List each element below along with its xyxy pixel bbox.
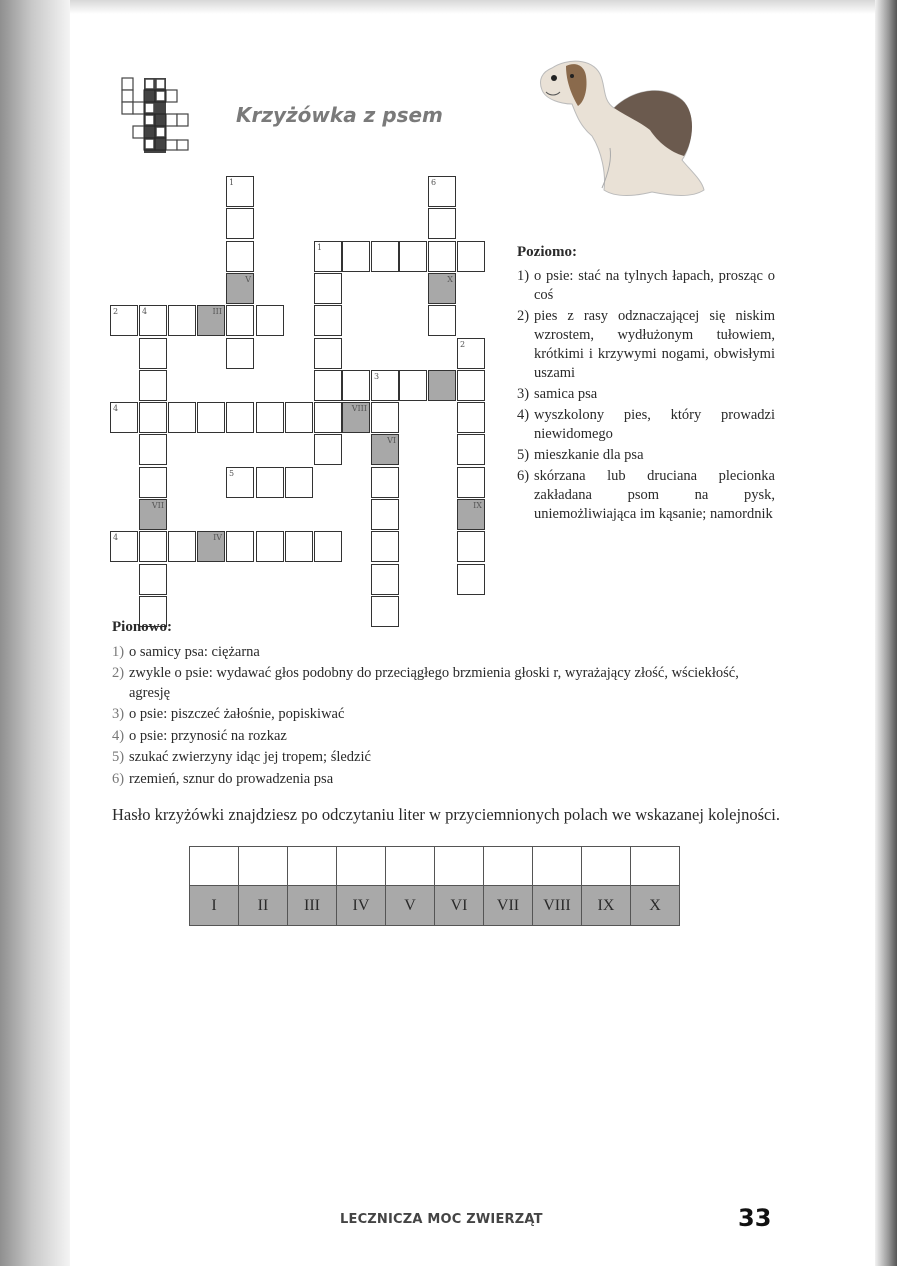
clue-text: o psie: przynosić na rozkaz (129, 727, 287, 744)
horizontal-clue-2 (517, 307, 775, 383)
crossword-cell-shaded[interactable] (428, 370, 456, 401)
page-edge-shadow (875, 0, 897, 1266)
crossword-cell-shaded[interactable] (342, 402, 370, 433)
cell-roman-label: V (245, 274, 251, 284)
crossword-cell[interactable] (399, 370, 427, 401)
cell-roman-label: IV (213, 533, 222, 543)
page-binding-shadow (0, 0, 70, 1266)
clue-text: o samicy psa: ciężarna (129, 643, 260, 660)
answer-letter-cell[interactable] (337, 847, 386, 886)
clue-text: samica psa (534, 386, 598, 402)
answer-letter-cell[interactable] (435, 847, 484, 886)
crossword-cell[interactable] (285, 467, 313, 498)
crossword-cell[interactable] (457, 434, 485, 465)
clue-number: 1) (112, 643, 125, 660)
clue-text: o psie: stać na tylnych łapach, prosząc o coś (534, 268, 775, 303)
answer-roman-label: I (190, 886, 239, 926)
page-title: Krzyżówka z psem (236, 103, 443, 127)
answer-roman-label: II (239, 886, 288, 926)
answer-label-row (190, 886, 680, 926)
crossword-cell[interactable] (314, 241, 342, 272)
cell-number: 5 (229, 468, 235, 478)
crossword-cell-shaded[interactable] (457, 499, 485, 530)
crossword-cell[interactable] (457, 338, 485, 369)
horizontal-clue-4 (517, 406, 775, 444)
crossword-cell[interactable] (428, 176, 456, 207)
clue-text: rzemień, sznur do prowadzenia psa (129, 770, 334, 787)
crossword-cell[interactable] (139, 467, 167, 498)
crossword-cell[interactable] (314, 434, 342, 465)
vertical-clue-4 (112, 727, 782, 747)
crossword-cell[interactable] (428, 305, 456, 336)
horizontal-clue-3 (517, 385, 775, 404)
crossword-cell[interactable] (457, 370, 485, 401)
clue-number: 5) (517, 447, 530, 463)
crossword-cell-shaded[interactable] (428, 273, 456, 304)
vertical-clues (112, 618, 782, 791)
cell-number: 4 (113, 533, 119, 543)
answer-letter-cell[interactable] (533, 847, 582, 886)
crossword-cell[interactable] (342, 370, 370, 401)
answer-roman-label: V (386, 886, 435, 926)
crossword-cell[interactable] (226, 305, 254, 336)
answer-letter-cell[interactable] (582, 847, 631, 886)
clue-number: 3) (517, 386, 530, 402)
crossword-cell[interactable] (168, 402, 196, 433)
crossword-cell[interactable] (139, 564, 167, 595)
cell-number: 6 (431, 178, 437, 187)
crossword-cell[interactable] (457, 564, 485, 595)
crossword-cell[interactable] (428, 241, 456, 272)
crossword-cell[interactable] (139, 305, 167, 336)
clue-text: zwykle o psie: wydawać głos podobny do przeciągłego brzmienia głoski r, wyrażający złość, wściekłość, agresję (129, 665, 739, 701)
crossword-cell-shaded[interactable] (371, 434, 399, 465)
cell-number: 1 (317, 242, 323, 252)
crossword-cell[interactable] (457, 402, 485, 433)
clue-number: 5) (112, 749, 125, 765)
vertical-clue-6 (112, 770, 782, 790)
answer-roman-label: VI (435, 886, 484, 926)
clue-text: skórzana lub druciana plecionka zakładana psom na pysk, uniemożliwiająca im kąsanie; namordnik (534, 468, 775, 522)
crossword-cell[interactable] (139, 370, 167, 401)
crossword-cell[interactable] (139, 402, 167, 433)
crossword-cell[interactable] (314, 370, 342, 401)
crossword-cell[interactable] (256, 467, 284, 498)
answer-letter-cell[interactable] (288, 847, 337, 886)
crossword-cell[interactable] (110, 402, 138, 433)
cell-number: 3 (374, 371, 380, 381)
crossword-cell[interactable] (226, 208, 254, 239)
cell-roman-label: VII (151, 501, 164, 510)
crossword-cell[interactable] (197, 402, 225, 433)
clue-number: 6) (112, 770, 125, 787)
crossword-cell[interactable] (371, 499, 399, 530)
crossword-cell[interactable] (110, 531, 138, 562)
crossword-cell[interactable] (314, 338, 342, 369)
answer-roman-label: VIII (533, 886, 582, 926)
crossword-cell[interactable] (314, 531, 342, 562)
vertical-clue-2 (112, 664, 782, 703)
clue-number: 4) (112, 727, 125, 744)
clue-number: 1) (517, 268, 530, 284)
clue-text: wyszkolony pies, który prowadzi niewidomego (534, 407, 775, 442)
crossword-cell[interactable] (457, 467, 485, 498)
crossword-cell[interactable] (256, 531, 284, 562)
clue-number: 2) (112, 665, 125, 681)
crossword-cell[interactable] (226, 467, 254, 498)
crossword-cell[interactable] (168, 305, 196, 336)
cell-number: 1 (229, 178, 235, 187)
vertical-heading: Pionowo: (112, 619, 172, 635)
crossword-cell[interactable] (371, 241, 399, 272)
crossword-cell[interactable] (371, 531, 399, 562)
crossword-cell[interactable] (139, 434, 167, 465)
clue-text: szukać zwierzyny idąc jej tropem; śledzić (129, 749, 371, 765)
clue-number: 4) (517, 407, 530, 423)
horizontal-clue-6 (517, 467, 775, 524)
crossword-cell[interactable] (226, 338, 254, 369)
crossword-logo-icon (118, 76, 193, 156)
crossword-cell-shaded[interactable] (226, 273, 254, 304)
answer-table (189, 846, 680, 926)
crossword-cell-shaded[interactable] (197, 531, 225, 562)
answer-letter-cell[interactable] (239, 847, 288, 886)
crossword-cell[interactable] (457, 531, 485, 562)
answer-input-row (190, 847, 680, 886)
crossword-cell[interactable] (285, 402, 313, 433)
cell-number: 2 (460, 339, 466, 349)
dog-illustration-icon (532, 56, 712, 206)
cell-roman-label: X (447, 274, 453, 284)
crossword-cell[interactable] (428, 208, 456, 239)
crossword-cell[interactable] (457, 241, 485, 272)
crossword-cell[interactable] (371, 467, 399, 498)
footer-book-title: LECZNICZA MOC ZWIERZĄT (340, 1212, 543, 1227)
clue-number: 2) (517, 308, 530, 324)
answer-roman-label: IX (582, 886, 631, 926)
crossword-cell[interactable] (371, 564, 399, 595)
horizontal-clues (517, 243, 775, 526)
cell-number: 2 (113, 307, 119, 317)
cell-roman-label: VI (387, 436, 396, 446)
crossword-cell[interactable] (371, 402, 399, 433)
answer-roman-label: X (631, 886, 680, 926)
crossword-cell[interactable] (399, 241, 427, 272)
vertical-clue-3 (112, 705, 782, 725)
clue-number: 6) (517, 468, 530, 484)
answer-letter-cell[interactable] (631, 847, 680, 886)
clue-text: mieszkanie dla psa (534, 447, 644, 463)
horizontal-heading: Poziomo: (517, 244, 577, 260)
answer-letter-cell[interactable] (484, 847, 533, 886)
cell-number: 4 (142, 307, 148, 317)
clue-text: o psie: piszczeć żałośnie, popiskiwać (129, 706, 345, 722)
crossword-cell[interactable] (371, 370, 399, 401)
crossword-cell[interactable] (342, 241, 370, 272)
horizontal-clue-1 (517, 267, 775, 305)
crossword-cell[interactable] (256, 402, 284, 433)
crossword-cell[interactable] (226, 176, 254, 207)
crossword-cell[interactable] (314, 305, 342, 336)
solution-instruction: Hasło krzyżówki znajdziesz po odczytaniu liter w przyciemnionych polach we wskazanej kolejności. (112, 805, 781, 824)
cell-roman-label: IX (473, 501, 482, 510)
crossword-cell[interactable] (285, 531, 313, 562)
crossword-cell[interactable] (256, 305, 284, 336)
page-top-shadow (0, 0, 897, 14)
cell-roman-label: III (212, 307, 222, 317)
crossword-cell[interactable] (226, 241, 254, 272)
crossword-cell[interactable] (139, 338, 167, 369)
vertical-clue-1 (112, 643, 782, 663)
horizontal-clue-5 (517, 446, 775, 465)
crossword-cell[interactable] (226, 402, 254, 433)
crossword-cell-shaded[interactable] (139, 499, 167, 530)
clue-text: pies z rasy odznaczającej się niskim wzrostem, wydłużonym tułowiem, krótkimi i krzywymi nogami, obwisłymi uszami (534, 308, 775, 381)
cell-number: 4 (113, 404, 119, 414)
vertical-clue-5 (112, 748, 782, 768)
page-number: 33 (738, 1204, 772, 1232)
crossword-cell[interactable] (168, 531, 196, 562)
answer-letter-cell[interactable] (190, 847, 239, 886)
crossword-cell[interactable] (110, 305, 138, 336)
crossword-cell[interactable] (314, 402, 342, 433)
clue-number: 3) (112, 706, 125, 722)
answer-roman-label: VII (484, 886, 533, 926)
cell-roman-label: VIII (351, 404, 367, 414)
crossword-cell[interactable] (226, 531, 254, 562)
answer-letter-cell[interactable] (386, 847, 435, 886)
answer-roman-label: III (288, 886, 337, 926)
crossword-cell[interactable] (139, 531, 167, 562)
crossword-cell[interactable] (314, 273, 342, 304)
crossword-cell-shaded[interactable] (197, 305, 225, 336)
answer-roman-label: IV (337, 886, 386, 926)
